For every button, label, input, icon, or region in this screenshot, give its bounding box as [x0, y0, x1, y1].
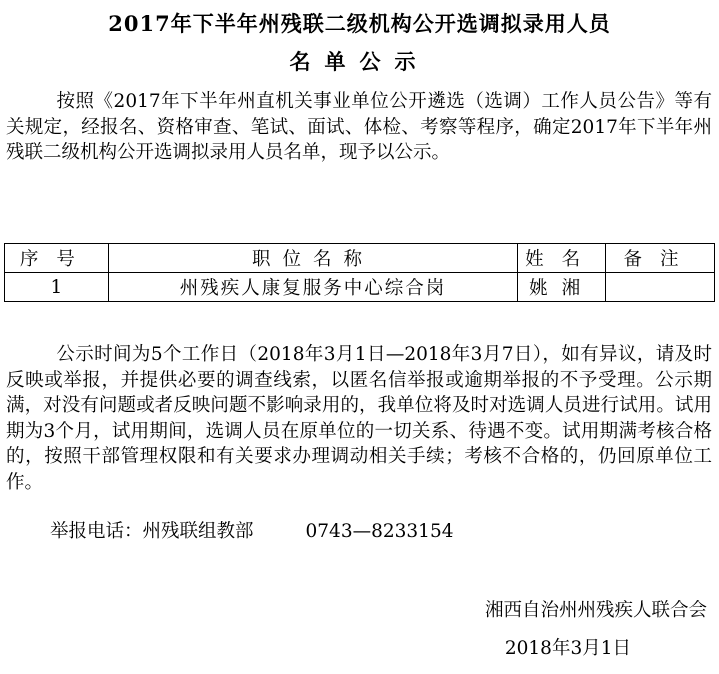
- issue-date: 2018年3月1日: [504, 638, 631, 659]
- roster-table: [4, 243, 715, 302]
- hotline-label: 举报电话：州残联组教部: [50, 521, 254, 542]
- cell-name: 姚湘: [518, 273, 606, 302]
- hotline-number: 0743—8233154: [305, 521, 454, 542]
- issuing-organization: 湘西自治州州残疾人联合会: [484, 600, 707, 621]
- notice-paragraph: [6, 342, 712, 495]
- header-no: 序号: [5, 244, 109, 273]
- header-remark: 备注: [606, 244, 715, 273]
- table-header-row: [5, 244, 715, 273]
- report-hotline: [50, 517, 454, 543]
- intro-text: 按照《2017年下半年州直机关事业单位公开遴选（选调）工作人员公告》等有关规定，经报名、资格审查、笔试、面试、体检、考察等程序，确定2017年下半年州残联二级机构公开选调拟录用人员名单，现予以公示。: [6, 91, 712, 163]
- document-title: 2017年下半年州残联二级机构公开选调拟录用人员: [108, 11, 611, 36]
- cell-position: 州残疾人康复服务中心综合岗: [108, 273, 517, 302]
- header-name: 姓名: [518, 244, 606, 273]
- cell-remark: [606, 273, 715, 302]
- document-subtitle: 名单公示: [289, 49, 430, 74]
- header-position: 职位名称: [108, 244, 517, 273]
- intro-paragraph: [6, 89, 712, 166]
- notice-text: 公示时间为5个工作日（2018年3月1日—2018年3月7日），如有异议，请及时反映或举报，并提供必要的调查线索，以匿名信举报或逾期举报的不予受理。公示期满，对没有问题或者反映问题不影响录用的，我单位将及时对选调人员进行试用。试用期为3个月，试用期间，选调人员在原单位的一切关系、待遇不变。试用期满考核合格的，按照干部管理权限和有关要求办理调动相关手续；考核不合格的，仍回原单位工作。: [6, 344, 712, 493]
- cell-no: 1: [5, 273, 109, 302]
- table-row: [5, 273, 715, 302]
